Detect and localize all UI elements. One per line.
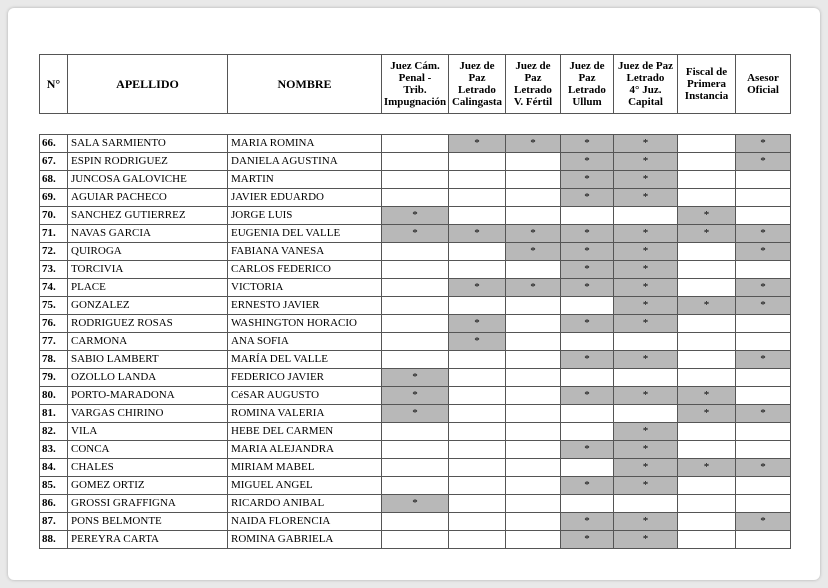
mark-cell-empty: [561, 423, 614, 441]
mark-cell-checked: *: [561, 189, 614, 207]
table-row: [40, 153, 791, 171]
row-number: 66.: [40, 135, 68, 153]
row-apellido: AGUIAR PACHECO: [68, 189, 228, 207]
row-apellido: OZOLLO LANDA: [68, 369, 228, 387]
table-row: [40, 279, 791, 297]
mark-cell-empty: [736, 261, 791, 279]
table-row: [40, 207, 791, 225]
header-apellido: APELLIDO: [68, 55, 228, 114]
table-row: [40, 369, 791, 387]
mark-cell-empty: [506, 153, 561, 171]
mark-cell-checked: *: [382, 225, 449, 243]
mark-cell-checked: *: [736, 153, 791, 171]
mark-cell-empty: [614, 405, 678, 423]
mark-cell-empty: [382, 279, 449, 297]
mark-cell-empty: [506, 369, 561, 387]
mark-cell-empty: [449, 387, 506, 405]
mark-cell-empty: [736, 423, 791, 441]
mark-cell-empty: [678, 243, 736, 261]
mark-cell-empty: [382, 333, 449, 351]
mark-cell-empty: [561, 207, 614, 225]
mark-cell-checked: *: [678, 207, 736, 225]
mark-cell-empty: [678, 513, 736, 531]
mark-cell-empty: [561, 333, 614, 351]
mark-cell-checked: *: [614, 135, 678, 153]
mark-cell-empty: [678, 351, 736, 369]
mark-cell-empty: [678, 333, 736, 351]
header-num: N°: [40, 55, 68, 114]
mark-cell-empty: [449, 189, 506, 207]
row-number: 77.: [40, 333, 68, 351]
mark-cell-checked: *: [382, 387, 449, 405]
mark-cell-checked: *: [382, 495, 449, 513]
mark-cell-checked: *: [382, 369, 449, 387]
mark-cell-checked: *: [614, 423, 678, 441]
mark-cell-checked: *: [678, 405, 736, 423]
mark-cell-checked: *: [561, 477, 614, 495]
row-apellido: NAVAS GARCIA: [68, 225, 228, 243]
table-header: [39, 54, 791, 114]
mark-cell-empty: [382, 531, 449, 549]
header-col: Juez Cám. Penal - Trib. Impugnación: [382, 55, 449, 114]
mark-cell-empty: [506, 405, 561, 423]
row-apellido: CHALES: [68, 459, 228, 477]
row-nombre: HEBE DEL CARMEN: [228, 423, 382, 441]
mark-cell-checked: *: [561, 225, 614, 243]
mark-cell-checked: *: [614, 477, 678, 495]
mark-cell-empty: [678, 441, 736, 459]
table-row: [40, 225, 791, 243]
mark-cell-empty: [678, 495, 736, 513]
mark-cell-empty: [736, 495, 791, 513]
row-number: 83.: [40, 441, 68, 459]
mark-cell-checked: *: [614, 297, 678, 315]
mark-cell-checked: *: [614, 351, 678, 369]
mark-cell-empty: [449, 369, 506, 387]
table-row: [40, 423, 791, 441]
mark-cell-checked: *: [614, 261, 678, 279]
mark-cell-empty: [736, 207, 791, 225]
mark-cell-checked: *: [736, 297, 791, 315]
mark-cell-empty: [736, 369, 791, 387]
row-number: 84.: [40, 459, 68, 477]
mark-cell-empty: [736, 387, 791, 405]
mark-cell-checked: *: [614, 531, 678, 549]
mark-cell-checked: *: [736, 405, 791, 423]
header-col: Juez de Paz Letrado Ullum: [561, 55, 614, 114]
mark-cell-empty: [449, 351, 506, 369]
table-row: [40, 261, 791, 279]
row-apellido: SABIO LAMBERT: [68, 351, 228, 369]
row-number: 87.: [40, 513, 68, 531]
row-number: 70.: [40, 207, 68, 225]
row-nombre: NAIDA FLORENCIA: [228, 513, 382, 531]
table-row: [40, 459, 791, 477]
mark-cell-checked: *: [449, 279, 506, 297]
mark-cell-checked: *: [614, 513, 678, 531]
row-nombre: MARIA ROMINA: [228, 135, 382, 153]
mark-cell-empty: [736, 441, 791, 459]
mark-cell-checked: *: [614, 243, 678, 261]
mark-cell-empty: [678, 531, 736, 549]
table-row: [40, 135, 791, 153]
row-apellido: ESPIN RODRIGUEZ: [68, 153, 228, 171]
mark-cell-empty: [506, 261, 561, 279]
mark-cell-empty: [678, 171, 736, 189]
data-table: [39, 134, 791, 549]
mark-cell-empty: [449, 441, 506, 459]
mark-cell-empty: [506, 207, 561, 225]
row-apellido: JUNCOSA GALOVICHE: [68, 171, 228, 189]
table-row: [40, 441, 791, 459]
mark-cell-checked: *: [736, 459, 791, 477]
mark-cell-checked: *: [736, 513, 791, 531]
mark-cell-empty: [449, 459, 506, 477]
mark-cell-empty: [449, 513, 506, 531]
mark-cell-checked: *: [614, 279, 678, 297]
mark-cell-checked: *: [561, 153, 614, 171]
row-number: 79.: [40, 369, 68, 387]
mark-cell-checked: *: [561, 351, 614, 369]
mark-cell-empty: [736, 333, 791, 351]
row-number: 86.: [40, 495, 68, 513]
mark-cell-empty: [506, 477, 561, 495]
table-row: [40, 495, 791, 513]
mark-cell-empty: [449, 243, 506, 261]
mark-cell-checked: *: [736, 351, 791, 369]
mark-cell-empty: [506, 297, 561, 315]
mark-cell-empty: [561, 495, 614, 513]
mark-cell-empty: [382, 297, 449, 315]
header-row: [40, 55, 791, 114]
row-number: 88.: [40, 531, 68, 549]
mark-cell-empty: [382, 243, 449, 261]
header-col: Asesor Oficial: [736, 55, 791, 114]
mark-cell-checked: *: [382, 405, 449, 423]
row-apellido: PORTO-MARADONA: [68, 387, 228, 405]
mark-cell-empty: [736, 531, 791, 549]
row-apellido: SALA SARMIENTO: [68, 135, 228, 153]
mark-cell-empty: [614, 369, 678, 387]
mark-cell-empty: [678, 315, 736, 333]
mark-cell-empty: [614, 207, 678, 225]
mark-cell-empty: [449, 423, 506, 441]
row-number: 68.: [40, 171, 68, 189]
mark-cell-empty: [382, 315, 449, 333]
mark-cell-checked: *: [736, 243, 791, 261]
mark-cell-checked: *: [678, 297, 736, 315]
mark-cell-checked: *: [736, 225, 791, 243]
mark-cell-checked: *: [678, 387, 736, 405]
row-number: 71.: [40, 225, 68, 243]
row-apellido: GOMEZ ORTIZ: [68, 477, 228, 495]
row-apellido: VARGAS CHIRINO: [68, 405, 228, 423]
mark-cell-empty: [382, 441, 449, 459]
mark-cell-empty: [678, 153, 736, 171]
mark-cell-empty: [736, 477, 791, 495]
row-apellido: CONCA: [68, 441, 228, 459]
row-apellido: CARMONA: [68, 333, 228, 351]
header-col: Juez de Paz Letrado 4° Juz. Capital: [614, 55, 678, 114]
mark-cell-empty: [382, 171, 449, 189]
table-row: [40, 297, 791, 315]
row-apellido: TORCIVIA: [68, 261, 228, 279]
mark-cell-checked: *: [561, 135, 614, 153]
mark-cell-empty: [449, 531, 506, 549]
mark-cell-empty: [449, 405, 506, 423]
row-nombre: MIGUEL ANGEL: [228, 477, 382, 495]
row-nombre: MARÍA DEL VALLE: [228, 351, 382, 369]
row-number: 80.: [40, 387, 68, 405]
mark-cell-checked: *: [614, 441, 678, 459]
mark-cell-empty: [382, 459, 449, 477]
mark-cell-empty: [449, 171, 506, 189]
row-number: 75.: [40, 297, 68, 315]
mark-cell-empty: [506, 189, 561, 207]
table-row: [40, 351, 791, 369]
header-col: Juez de Paz Letrado Calingasta: [449, 55, 506, 114]
mark-cell-empty: [614, 333, 678, 351]
row-number: 72.: [40, 243, 68, 261]
row-number: 67.: [40, 153, 68, 171]
mark-cell-checked: *: [614, 189, 678, 207]
mark-cell-checked: *: [506, 243, 561, 261]
mark-cell-empty: [449, 207, 506, 225]
mark-cell-empty: [449, 153, 506, 171]
row-number: 76.: [40, 315, 68, 333]
table-row: [40, 477, 791, 495]
row-nombre: JAVIER EDUARDO: [228, 189, 382, 207]
mark-cell-empty: [506, 315, 561, 333]
table-row: [40, 513, 791, 531]
table-row: [40, 405, 791, 423]
mark-cell-empty: [614, 495, 678, 513]
mark-cell-checked: *: [614, 459, 678, 477]
table-row: [40, 243, 791, 261]
row-nombre: EUGENIA DEL VALLE: [228, 225, 382, 243]
row-apellido: VILA: [68, 423, 228, 441]
mark-cell-empty: [382, 153, 449, 171]
table-row: [40, 315, 791, 333]
table-row: [40, 387, 791, 405]
mark-cell-empty: [506, 531, 561, 549]
mark-cell-checked: *: [561, 261, 614, 279]
row-nombre: ROMINA GABRIELA: [228, 531, 382, 549]
mark-cell-empty: [561, 459, 614, 477]
row-number: 74.: [40, 279, 68, 297]
mark-cell-checked: *: [614, 171, 678, 189]
mark-cell-empty: [382, 423, 449, 441]
mark-cell-checked: *: [449, 333, 506, 351]
mark-cell-empty: [382, 189, 449, 207]
mark-cell-checked: *: [614, 225, 678, 243]
row-apellido: SANCHEZ GUTIERREZ: [68, 207, 228, 225]
mark-cell-checked: *: [449, 315, 506, 333]
mark-cell-empty: [678, 423, 736, 441]
row-nombre: VICTORIA: [228, 279, 382, 297]
mark-cell-checked: *: [614, 153, 678, 171]
mark-cell-empty: [678, 189, 736, 207]
row-number: 78.: [40, 351, 68, 369]
row-apellido: RODRIGUEZ ROSAS: [68, 315, 228, 333]
mark-cell-checked: *: [736, 135, 791, 153]
row-nombre: MARTIN: [228, 171, 382, 189]
mark-cell-checked: *: [506, 225, 561, 243]
mark-cell-empty: [506, 171, 561, 189]
row-number: 85.: [40, 477, 68, 495]
mark-cell-empty: [449, 261, 506, 279]
mark-cell-empty: [506, 495, 561, 513]
mark-cell-empty: [736, 315, 791, 333]
document-page: [8, 8, 820, 580]
mark-cell-empty: [561, 297, 614, 315]
mark-cell-empty: [678, 369, 736, 387]
row-number: 82.: [40, 423, 68, 441]
mark-cell-empty: [506, 351, 561, 369]
row-apellido: PLACE: [68, 279, 228, 297]
row-apellido: GONZALEZ: [68, 297, 228, 315]
mark-cell-empty: [736, 189, 791, 207]
table-row: [40, 531, 791, 549]
mark-cell-checked: *: [561, 513, 614, 531]
row-apellido: PEREYRA CARTA: [68, 531, 228, 549]
row-nombre: FEDERICO JAVIER: [228, 369, 382, 387]
table-body: [40, 135, 791, 549]
row-apellido: PONS BELMONTE: [68, 513, 228, 531]
row-apellido: QUIROGA: [68, 243, 228, 261]
mark-cell-checked: *: [561, 387, 614, 405]
mark-cell-empty: [678, 135, 736, 153]
table-row: [40, 333, 791, 351]
mark-cell-empty: [382, 135, 449, 153]
mark-cell-empty: [561, 405, 614, 423]
mark-cell-empty: [382, 261, 449, 279]
row-nombre: ANA SOFIA: [228, 333, 382, 351]
mark-cell-checked: *: [561, 315, 614, 333]
table-row: [40, 189, 791, 207]
mark-cell-checked: *: [561, 441, 614, 459]
table-row: [40, 171, 791, 189]
header-col: Fiscal de Primera Instancia: [678, 55, 736, 114]
row-nombre: ROMINA VALERIA: [228, 405, 382, 423]
mark-cell-checked: *: [506, 279, 561, 297]
mark-cell-checked: *: [449, 225, 506, 243]
mark-cell-checked: *: [678, 459, 736, 477]
mark-cell-checked: *: [614, 387, 678, 405]
row-apellido: GROSSI GRAFFIGNA: [68, 495, 228, 513]
mark-cell-checked: *: [506, 135, 561, 153]
mark-cell-checked: *: [736, 279, 791, 297]
mark-cell-empty: [561, 369, 614, 387]
mark-cell-checked: *: [561, 171, 614, 189]
mark-cell-checked: *: [449, 135, 506, 153]
row-nombre: WASHINGTON HORACIO: [228, 315, 382, 333]
mark-cell-empty: [678, 261, 736, 279]
mark-cell-checked: *: [561, 531, 614, 549]
mark-cell-empty: [506, 513, 561, 531]
header-nombre: NOMBRE: [228, 55, 382, 114]
mark-cell-empty: [382, 513, 449, 531]
mark-cell-empty: [382, 351, 449, 369]
row-number: 73.: [40, 261, 68, 279]
mark-cell-empty: [449, 477, 506, 495]
mark-cell-empty: [506, 459, 561, 477]
row-nombre: MIRIAM MABEL: [228, 459, 382, 477]
mark-cell-empty: [678, 477, 736, 495]
row-nombre: CARLOS FEDERICO: [228, 261, 382, 279]
mark-cell-checked: *: [678, 225, 736, 243]
mark-cell-empty: [678, 279, 736, 297]
mark-cell-empty: [449, 297, 506, 315]
row-nombre: JORGE LUIS: [228, 207, 382, 225]
mark-cell-empty: [506, 423, 561, 441]
row-nombre: ERNESTO JAVIER: [228, 297, 382, 315]
mark-cell-empty: [382, 477, 449, 495]
mark-cell-checked: *: [561, 279, 614, 297]
row-number: 81.: [40, 405, 68, 423]
mark-cell-checked: *: [561, 243, 614, 261]
mark-cell-empty: [506, 441, 561, 459]
row-nombre: RICARDO ANIBAL: [228, 495, 382, 513]
mark-cell-checked: *: [614, 315, 678, 333]
mark-cell-empty: [506, 387, 561, 405]
header-col: Juez de Paz Letrado V. Fértil: [506, 55, 561, 114]
row-nombre: DANIELA AGUSTINA: [228, 153, 382, 171]
row-nombre: CéSAR AUGUSTO: [228, 387, 382, 405]
mark-cell-empty: [449, 495, 506, 513]
mark-cell-empty: [506, 333, 561, 351]
row-number: 69.: [40, 189, 68, 207]
mark-cell-empty: [736, 171, 791, 189]
row-nombre: MARIA ALEJANDRA: [228, 441, 382, 459]
row-nombre: FABIANA VANESA: [228, 243, 382, 261]
mark-cell-checked: *: [382, 207, 449, 225]
